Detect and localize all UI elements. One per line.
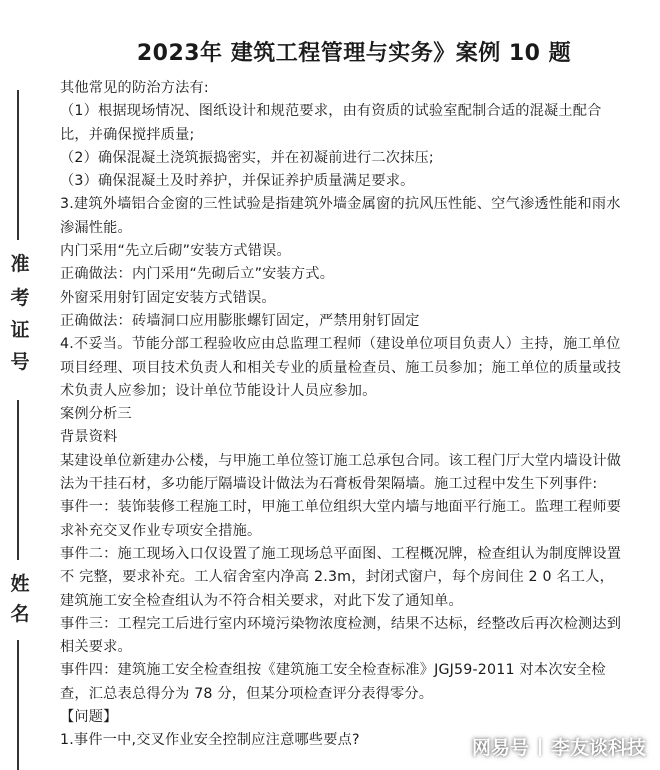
question: 1.事件一中,交叉作业安全控制应注意哪些要点? <box>60 732 360 749</box>
margin-rule <box>17 90 19 240</box>
paragraph: （3）确保混凝土及时养护，并保证养护质量满足要求。 <box>60 173 415 190</box>
document-page <box>60 36 628 753</box>
watermark-account: 李友谈科技 <box>550 737 646 759</box>
platform-watermark <box>472 733 646 760</box>
exam-number-label: 准 考 证 号 <box>10 253 30 373</box>
section-heading: 【问题】 <box>60 709 118 726</box>
paragraph: 外窗采用射钉固定安装方式错误。 <box>60 289 276 306</box>
document-title: 2023年 建筑工程管理与实务》案例 10 题 <box>136 41 572 66</box>
paragraph: 某建设单位新建办公楼，与甲施工单位签订施工总承包合同。该工程门厅大堂内墙设计做法为干挂石材，多功能厅隔墙设计做法为石膏板骨架隔墙。施工过程中发生下列事件: <box>60 452 622 493</box>
exam-paper-margin <box>0 0 48 770</box>
paragraph: （1）根据现场情况、图纸设计和规范要求，由有资质的试验室配制合适的混凝土配合比，并确保搅拌质量; <box>60 103 602 143</box>
margin-rule <box>17 400 19 560</box>
paragraph: 其他常见的防治方法有: <box>60 80 209 96</box>
margin-rule <box>17 640 19 770</box>
paragraph: 3.建筑外墙铝合金窗的三性试验是指建筑外墙金属窗的抗风压性能、空气渗透性能和雨水渗漏性能。 <box>60 196 621 236</box>
name-label: 姓 名 <box>10 573 30 625</box>
paragraph: 正确做法：内门采用“先砌后立”安装方式。 <box>60 266 335 283</box>
paragraph: 事件三：工程完工后进行室内环境污染物浓度检测，结果不达标，经整改后再次检测达到相关要求。 <box>60 615 622 656</box>
watermark-separator <box>539 738 541 756</box>
paragraph: 事件一：装饰装修工程施工时，甲施工单位组织大堂内墙与地面平行施工。监理工程师要求补充交叉作业专项安全措施。 <box>60 499 622 539</box>
section-heading: 案例分析三 <box>60 406 132 423</box>
paragraph: （2）确保混凝土浇筑振捣密实，并在初凝前进行二次抹压; <box>60 149 434 166</box>
paragraph: 事件二：施工现场入口仅设置了施工现场总平面图、工程概况牌，检查组认为制度牌设置不 完整，要求补充。工人宿舍室内净高 2.3m，封闭式窗户，每个房间住 2 0 名工人，建筑施工安全检查组认为不符合相关要求，对此下发了通知单。 <box>60 545 622 609</box>
document-body <box>60 77 628 753</box>
paragraph: 正确做法：砖墙洞口应用膨胀螺钉固定，严禁用射钉固定 <box>60 312 420 329</box>
paragraph: 内门采用“先立后砌”安装方式错误。 <box>60 243 291 260</box>
paragraph: 事件四：建筑施工安全检查组按《建筑施工安全检查标准》JGJ59-2011 对本次安全检查，汇总表总得分为 78 分，但某分项检查评分表得零分。 <box>60 662 606 702</box>
section-heading: 背景资料 <box>60 429 118 446</box>
watermark-platform: 网易号 <box>471 737 529 759</box>
paragraph: 4.不妥当。节能分部工程验收应由总监理工程师（建设单位项目负责人）主持，施工单位项目经理、项目技术负责人和相关专业的质量检查员、施工员参加；施工单位的质量或技术负责人应参加；设计单位节能设计人员应参加。 <box>60 336 622 399</box>
